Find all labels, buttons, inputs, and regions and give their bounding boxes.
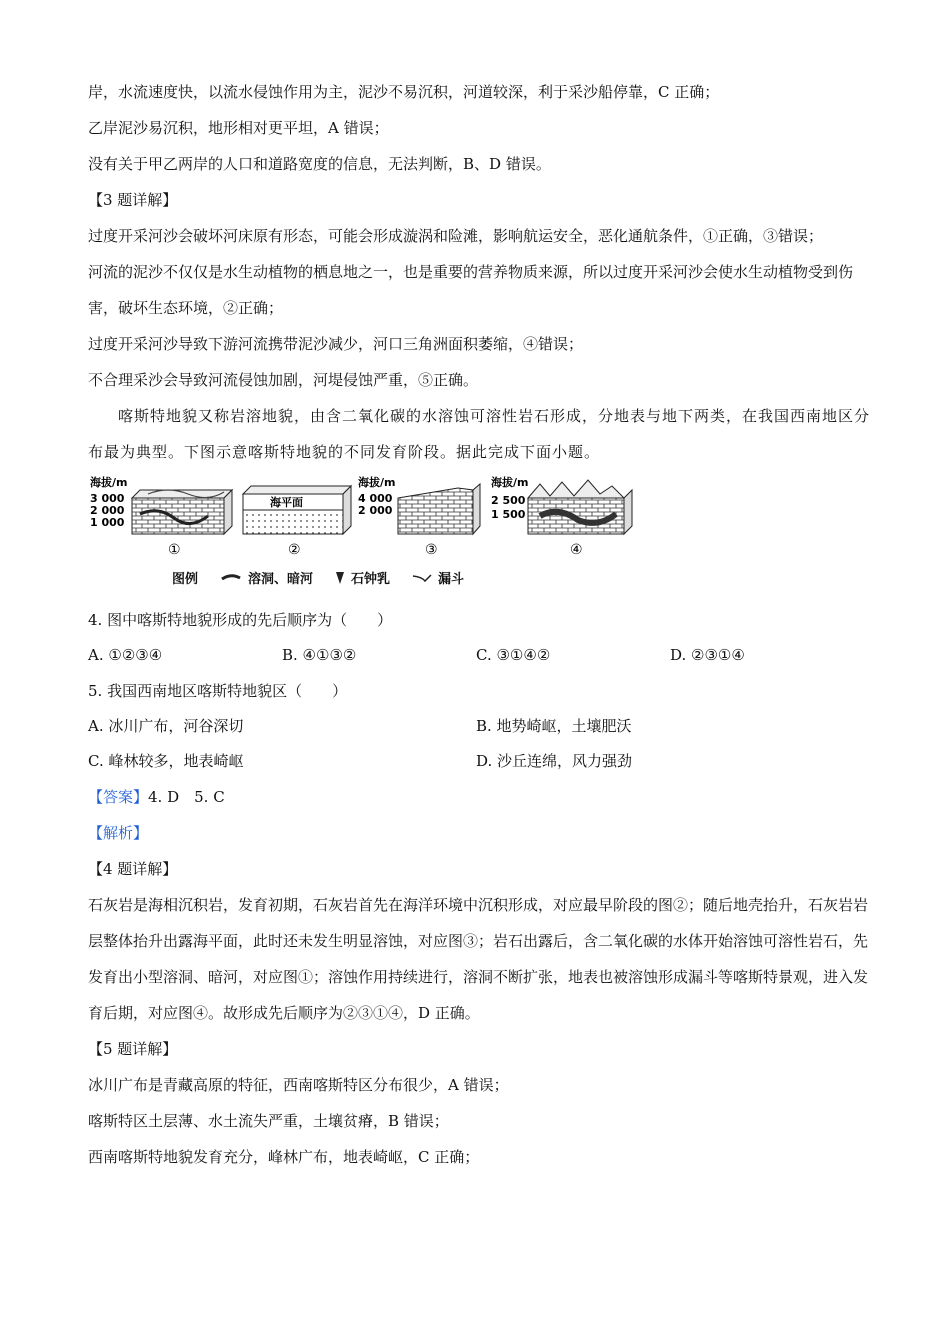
- legend-label: 溶洞、暗河: [248, 572, 314, 587]
- passage: 喀斯特地貌又称岩溶地貌，由含二氧化碳的水溶蚀可溶性岩石形成，分地表与地下两类，在我国西南地区分布最为典型。下图示意喀斯特地貌的不同发育阶段。据此完成下面小题。: [88, 407, 871, 461]
- sinkhole-icon: [412, 573, 432, 583]
- text-line: 过度开采河沙导致下游河流携带泥沙减少，河口三角洲面积萎缩，④错误；: [88, 335, 584, 353]
- q4-heading: 【4 题详解】: [88, 860, 178, 878]
- legend-label: 漏斗: [438, 572, 465, 587]
- tick-label: 2 500: [491, 494, 526, 507]
- text-line: 西南喀斯特地貌发育充分，峰林广布，地表崎岖，C 正确；: [88, 1148, 480, 1166]
- legend-item-stalactite: [335, 568, 390, 587]
- legend-item-sinkhole: [412, 568, 464, 587]
- option-a: A. 冰川广布，河谷深切: [88, 717, 244, 735]
- option-c: C. ③①④②: [476, 646, 551, 664]
- option-d: D. 沙丘连绵，风力强劲: [476, 752, 633, 770]
- panel-number: ④: [570, 542, 583, 558]
- text-line: 没有关于甲乙两岸的人口和道路宽度的信息，无法判断，B、D 错误。: [88, 155, 551, 173]
- analysis-tag: 【解析】: [88, 824, 149, 842]
- text-line: 过度开采河沙会破坏河床原有形态，可能会形成漩涡和险滩，影响航运安全，恶化通航条件，①正确，③错误；: [88, 227, 824, 245]
- axis-label: 海拔/m: [90, 476, 128, 489]
- cave-icon: [220, 573, 242, 583]
- tick-label: 2 000: [358, 504, 393, 517]
- panel-1: [90, 476, 232, 558]
- legend-title: 图例: [172, 572, 199, 587]
- option-d: D. ②③①④: [670, 646, 745, 664]
- panel-number: ②: [288, 542, 301, 558]
- figure-legend: [172, 568, 464, 587]
- tick-label: 2 000: [90, 504, 125, 517]
- text-line: 岸，水流速度快，以流水侵蚀作用为主，泥沙不易沉积，河道较深，利于采沙船停靠，C 正确；: [88, 83, 720, 101]
- q4-stem: 4. 图中喀斯特地貌形成的先后顺序为（ ）: [88, 611, 393, 629]
- tick-label: 1 500: [491, 508, 526, 521]
- tick-label: 3 000: [90, 492, 125, 505]
- panel-4: [491, 476, 632, 558]
- stalactite-icon: [335, 571, 345, 585]
- axis-label: 海拔/m: [491, 476, 529, 489]
- text-line: 河流的泥沙不仅仅是水生动植物的栖息地之一，也是重要的营养物质来源，所以过度开采河沙会使水生动植物受到伤害，破坏生态环境，②正确；: [88, 263, 854, 317]
- option-b: B. 地势崎岖，土壤肥沃: [476, 717, 632, 735]
- q5-options-row1: [88, 709, 878, 744]
- q5-heading: 【5 题详解】: [88, 1040, 178, 1058]
- text-line: 不合理采沙会导致河流侵蚀加剧，河堤侵蚀严重，⑤正确。: [88, 371, 479, 389]
- answer-tag: 【答案】: [88, 788, 149, 806]
- text-line: 乙岸泥沙易沉积，地形相对更平坦，A 错误；: [88, 119, 389, 137]
- q5-stem: 5. 我国西南地区喀斯特地貌区（ ）: [88, 682, 348, 700]
- answer-text: 4. D 5. C: [148, 788, 225, 806]
- option-a: A. ①②③④: [88, 646, 163, 664]
- tick-label: 1 000: [90, 516, 125, 529]
- sea-level-label: 海平面: [270, 496, 303, 509]
- document-page: [88, 74, 878, 1175]
- q4-options: [88, 638, 878, 673]
- axis-label: 海拔/m: [358, 476, 396, 489]
- panel-3: [358, 476, 480, 558]
- panel-number: ①: [168, 542, 181, 558]
- q4-explanation: 石灰岩是海相沉积岩，发育初期，石灰岩首先在海洋环境中沉积形成，对应最早阶段的图②；随后地壳抬升，石灰岩岩层整体抬升出露海平面，此时还未发生明显溶蚀，对应图③；岩石出露后，含二氧化碳的水体开始溶蚀可溶性岩石，先发育出小型溶洞、暗河，对应图①；溶蚀作用持续进行，溶洞不断扩张，地表也被溶蚀形成漏斗等喀斯特景观，进入发育后期，对应图④。故形成先后顺序为②③①④，D 正确。: [88, 896, 869, 1022]
- tick-label: 4 000: [358, 492, 393, 505]
- text-line: 喀斯特区土层薄、水土流失严重，土壤贫瘠，B 错误；: [88, 1112, 449, 1130]
- karst-figure: [88, 476, 878, 594]
- q5-options-row2: [88, 744, 878, 779]
- legend-item-cave: [220, 568, 313, 587]
- text-line: 冰川广布是青藏高原的特征，西南喀斯特区分布很少，A 错误；: [88, 1076, 509, 1094]
- option-c: C. 峰林较多，地表崎岖: [88, 752, 244, 770]
- answer-line: [88, 779, 878, 815]
- panel-2: [243, 486, 351, 558]
- q3-heading: 【3 题详解】: [88, 191, 178, 209]
- panel-number: ③: [425, 542, 438, 558]
- legend-label: 石钟乳: [351, 572, 391, 587]
- option-b: B. ④①③②: [282, 646, 357, 664]
